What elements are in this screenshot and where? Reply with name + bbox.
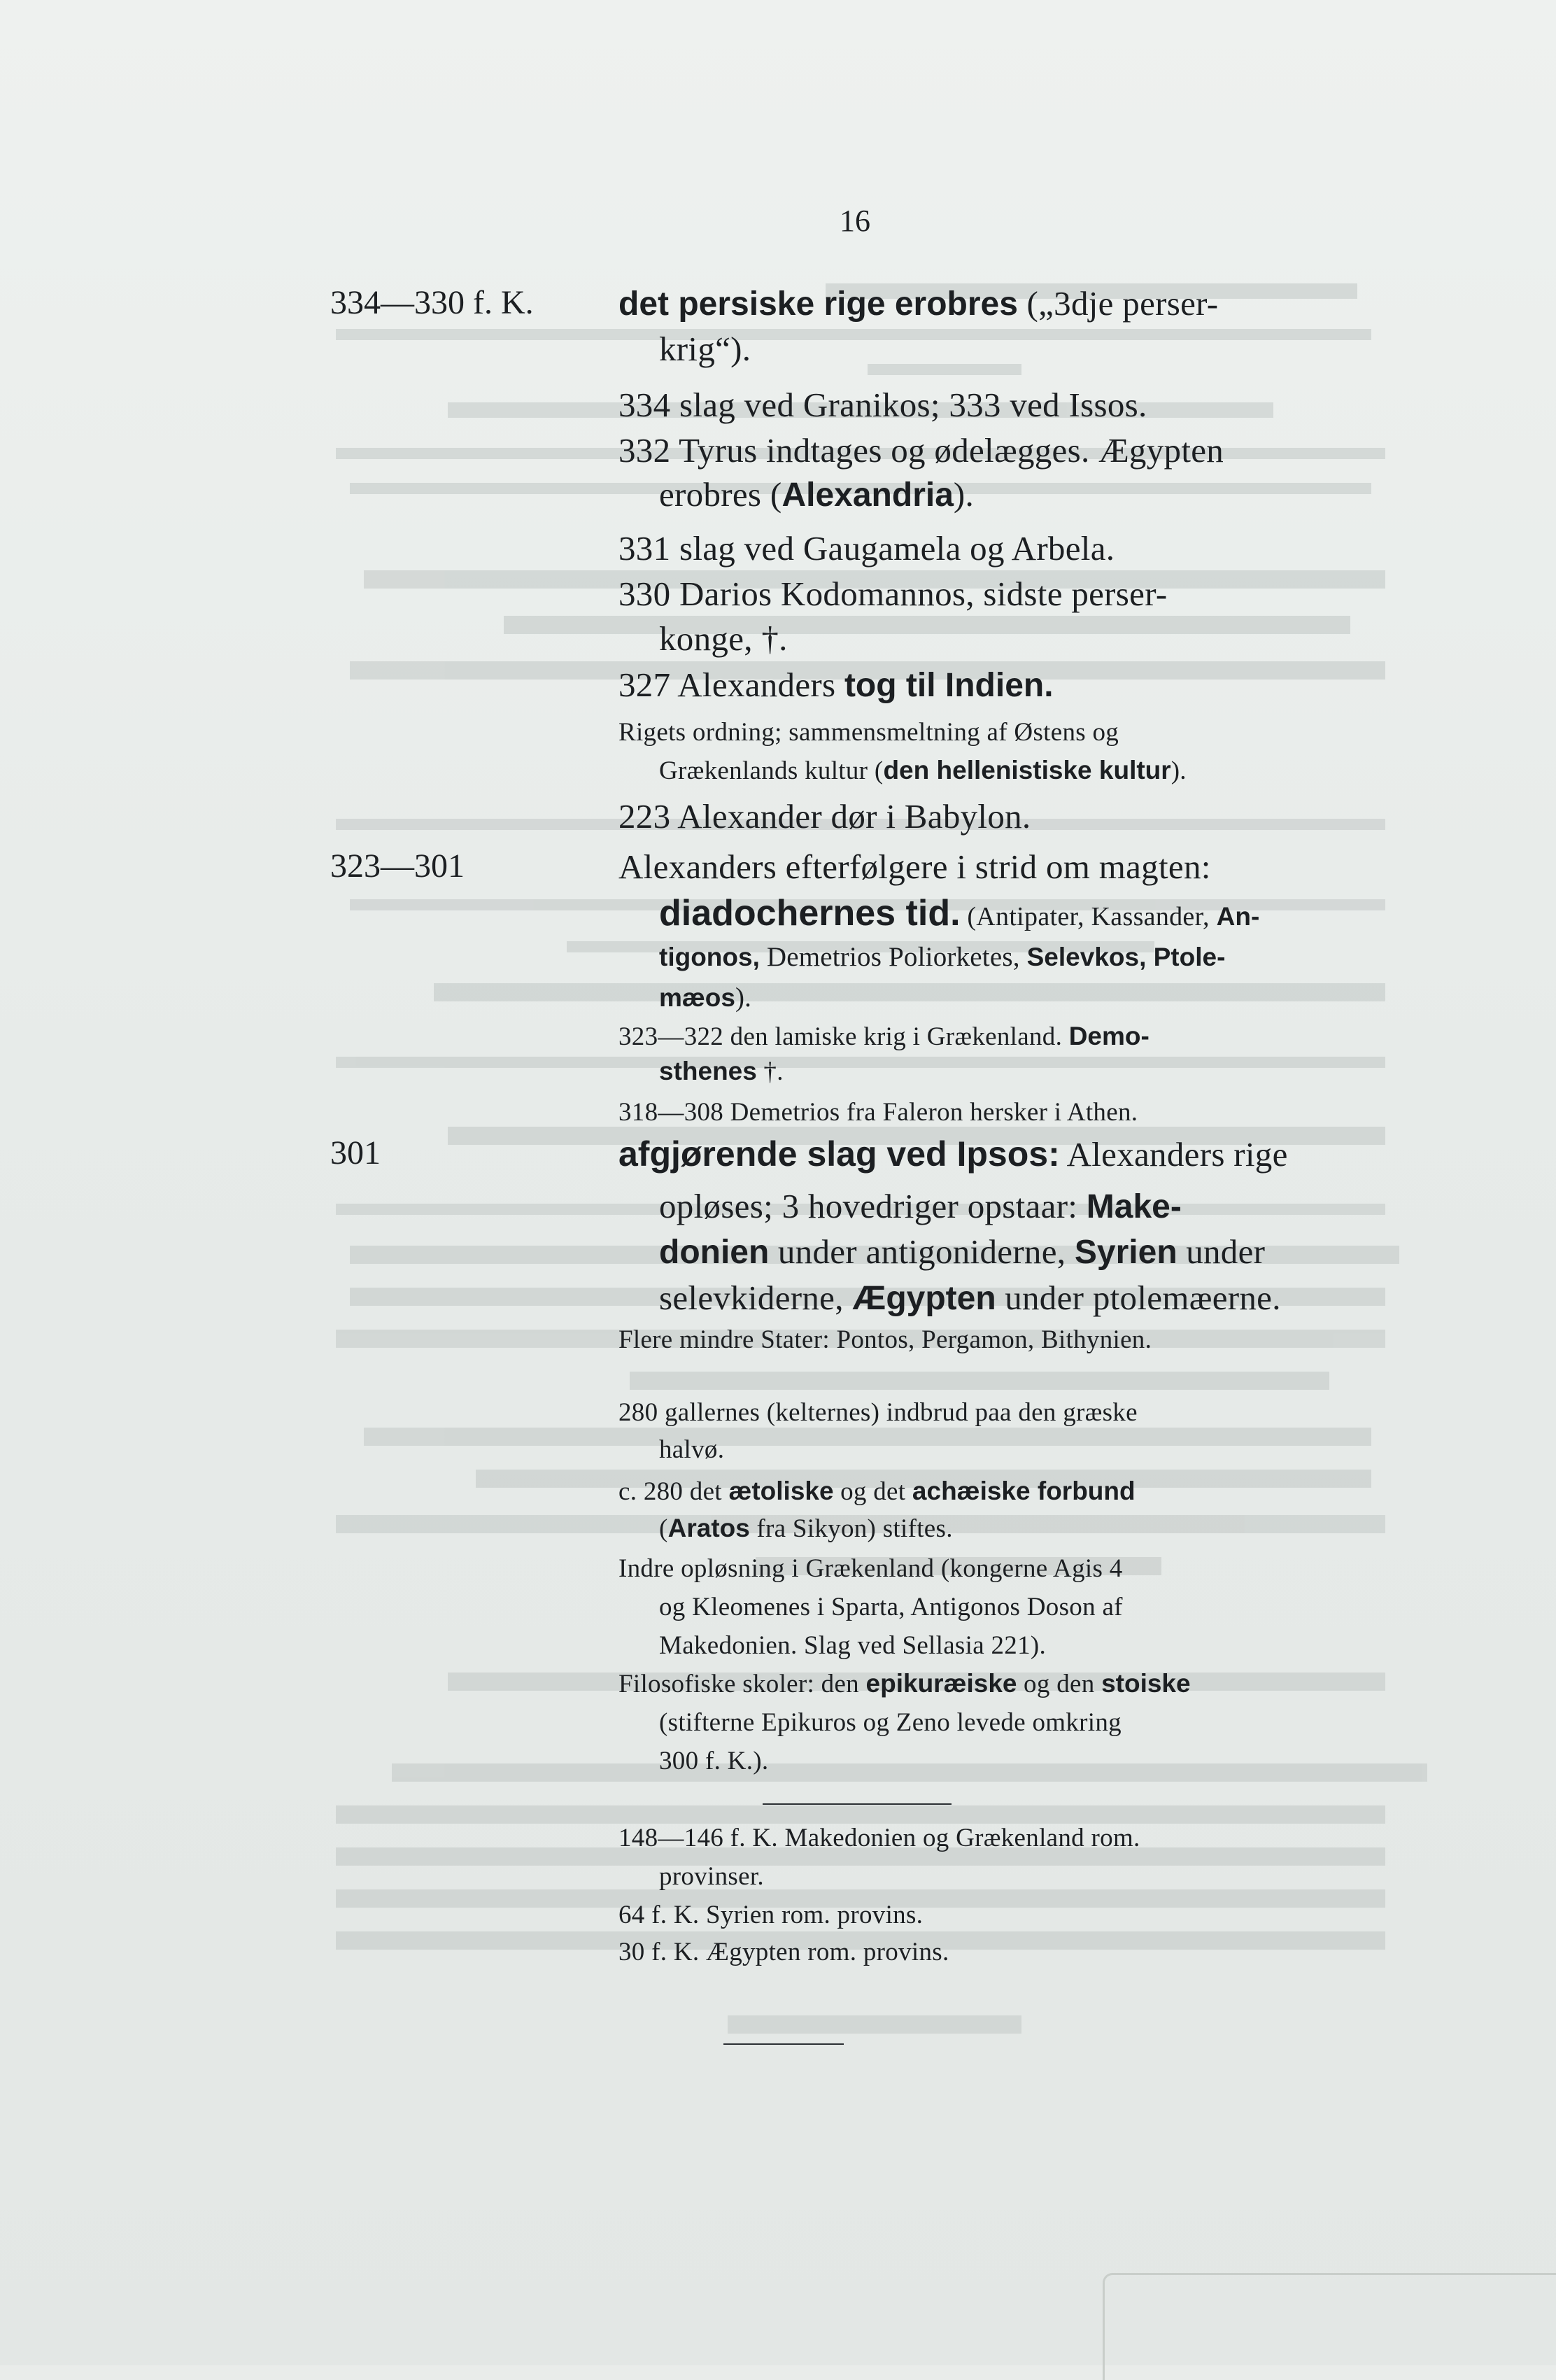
entry-rigets-ordning-line1: Rigets ordning; sammensmeltning af Østens og [618,718,1119,747]
entry-diadochi-line2: diadochernes tid. (Antipater, Kassander, An- [659,893,1260,934]
page-number: 16 [840,204,870,238]
entry-rome-macedonia-line1: 148—146 f. K. Makedonien og Grækenland rom. [618,1824,1140,1852]
entry-darios-line1: 330 Darios Kodomannos, sidste perser- [618,575,1168,613]
entry-rigets-ordning-line2: Grækenlands kultur (den hellenistiske kultur). [659,756,1187,785]
entry-tyrus-line2: erobres (Alexandria). [659,475,975,514]
entry-diadochi-line4: mæos). [659,983,752,1013]
entry-granikos-issos: 334 slag ved Granikos; 333 ved Issos. [618,386,1147,424]
entry-ipsos-line4: selevkiderne, Ægypten under ptolemæerne. [659,1279,1281,1317]
entry-gauls-line2: halvø. [659,1435,725,1464]
entry-gauls-line1: 280 gallernes (kelternes) indbrud paa den græske [618,1398,1138,1427]
entry-inner-dissolution-line3: Makedonien. Slag ved Sellasia 221). [659,1631,1047,1660]
entry-darios-line2: konge, †. [659,619,788,658]
entry-rome-syria: 64 f. K. Syrien rom. provins. [618,1901,924,1929]
entry-leagues-line2: (Aratos fra Sikyon) stiftes. [659,1514,953,1543]
entry-tyrus-line1: 332 Tyrus indtages og ødelægges. Ægypten [618,431,1224,470]
entry-rome-egypt: 30 f. K. Ægypten rom. provins. [618,1938,949,1966]
entry-lamian-war-line1: 323—322 den lamiske krig i Grækenland. Demo- [618,1022,1150,1051]
entry-gaugamela: 331 slag ved Gaugamela og Arbela. [618,529,1115,568]
entry-diadochi-line1: Alexanders efterfølgere i strid om magten: [618,847,1211,886]
year-range-323-301: 323—301 [330,847,465,885]
entry-philosophy-line2: (stifterne Epikuros og Zeno levede omkring [659,1708,1122,1737]
entry-philosophy-line1: Filosofiske skoler: den epikuræiske og den stoiske [618,1669,1191,1698]
year-range-334-330: 334—330 f. K. [330,284,534,321]
entry-minor-states: Flere mindre Stater: Pontos, Pergamon, Bithynien. [618,1325,1152,1354]
entry-leagues-line1: c. 280 det ætoliske og det achæiske forbund [618,1477,1136,1506]
entry-indien: 327 Alexanders tog til Indien. [618,666,1054,704]
year-301: 301 [330,1134,381,1171]
entry-inner-dissolution-line1: Indre opløsning i Grækenland (kongerne Agis 4 [618,1554,1123,1583]
entry-ipsos-line3: donien under antigoniderne, Syrien under [659,1232,1266,1271]
entry-rome-macedonia-line2: provinser. [659,1862,764,1891]
entry-inner-dissolution-line2: og Kleomenes i Sparta, Antigonos Doson af [659,1593,1123,1621]
entry-diadochi-line3: tigonos, Demetrios Poliorketes, Selevkos, Ptole- [659,942,1226,972]
entry-demetrios: 318—308 Demetrios fra Faleron hersker i Athen. [618,1098,1138,1127]
end-rule [723,2043,844,2045]
section-divider [763,1803,952,1805]
entry-philosophy-line3: 300 f. K.). [659,1747,769,1775]
entry-ipsos-line2: opløses; 3 hovedriger opstaar: Make- [659,1187,1182,1225]
paper-tab-edge [1103,2273,1556,2380]
entry-lamian-war-line2: sthenes †. [659,1057,784,1086]
entry-ipsos-line1: afgjørende slag ved Ipsos: Alexanders rige [618,1134,1288,1174]
entry-persian-empire-line2: krig“). [659,330,751,368]
entry-persian-empire-line1: det persiske rige erobres („3dje perser- [618,284,1219,323]
entry-babylon: 223 Alexander dør i Babylon. [618,797,1031,836]
